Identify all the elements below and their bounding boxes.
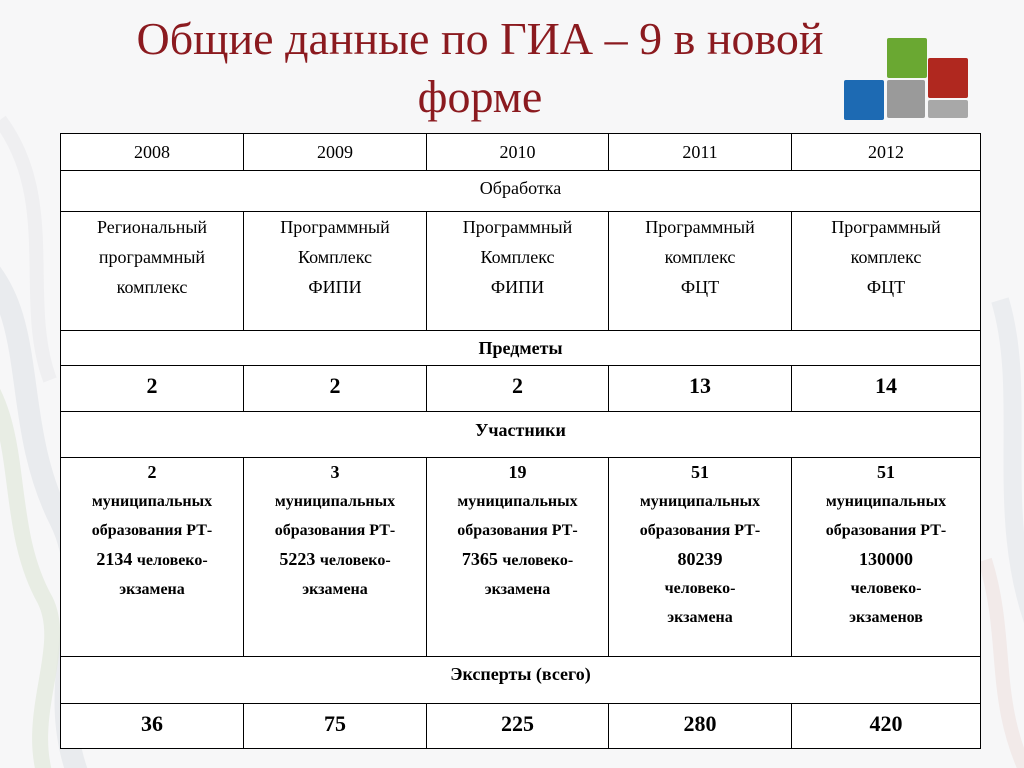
experts-row — [61, 704, 981, 749]
participants-count: 51 — [691, 462, 709, 482]
section-header-experts: Эксперты (всего) — [61, 657, 981, 704]
participants-cell — [609, 458, 792, 657]
participants-count: 3 — [330, 462, 340, 482]
experts-count-cell: 225 — [427, 704, 609, 749]
processing-line: ФЦТ — [680, 277, 720, 297]
participants-tail: человеко- — [502, 552, 574, 569]
years-row — [61, 134, 981, 171]
participants-line: экзамена — [667, 609, 733, 626]
processing-header-row — [61, 171, 981, 212]
slide-title: Общие данные по ГИА – 9 в новой форме — [136, 13, 824, 122]
experts-count-cell: 280 — [609, 704, 792, 749]
participants-line: муниципальных — [825, 493, 947, 510]
participants-line: человеко- — [664, 580, 736, 597]
participants-line: муниципальных — [457, 493, 578, 510]
experts-count-cell: 36 — [61, 704, 244, 749]
participants-line: муниципальных — [91, 493, 213, 510]
processing-line: комплекс — [850, 247, 922, 267]
section-header-subjects: Предметы — [61, 331, 981, 366]
participants-line: образования РТ- — [825, 522, 947, 539]
subjects-header-row — [61, 331, 981, 366]
processing-line: ФЦТ — [866, 277, 906, 297]
participants-tail: человеко- — [319, 552, 391, 569]
participants-people-number: 5223 — [279, 549, 316, 569]
participants-cell — [61, 458, 244, 657]
year-cell: 2008 — [61, 134, 244, 171]
participants-line: образования РТ- — [91, 522, 213, 539]
participants-line: экзамена — [302, 581, 368, 598]
processing-line: комплекс — [664, 247, 736, 267]
processing-line: комплекс — [116, 277, 188, 297]
processing-line: Комплекс — [297, 247, 373, 267]
participants-people — [61, 545, 243, 575]
participants-count: 51 — [877, 462, 895, 482]
year-cell: 2011 — [609, 134, 792, 171]
logo-squares-icon — [842, 36, 972, 126]
participants-line: муниципальных — [639, 493, 761, 510]
participants-cell — [244, 458, 427, 657]
participants-line: муниципальных — [274, 493, 396, 510]
participants-count: 19 — [508, 462, 527, 482]
participants-cell — [427, 458, 609, 657]
participants-people — [427, 545, 608, 575]
participants-people-number: 7365 — [461, 549, 498, 569]
experts-count-cell: 420 — [792, 704, 981, 749]
processing-line: Региональный — [96, 217, 208, 237]
processing-line: Программный — [462, 217, 573, 237]
processing-line: Комплекс — [480, 247, 555, 267]
processing-line: программный — [98, 247, 206, 267]
subjects-count-cell: 2 — [244, 366, 427, 412]
participants-header-row — [61, 412, 981, 458]
processing-line: ФИПИ — [308, 277, 362, 297]
processing-line: Программный — [645, 217, 755, 237]
processing-cell — [427, 212, 609, 331]
subjects-count-cell: 14 — [792, 366, 981, 412]
year-cell: 2009 — [244, 134, 427, 171]
processing-cell — [244, 212, 427, 331]
participants-line: человеко- — [850, 580, 922, 597]
participants-line: образования РТ- — [639, 522, 761, 539]
processing-cell — [792, 212, 981, 331]
participants-line: образования РТ- — [274, 522, 396, 539]
subjects-row — [61, 366, 981, 412]
processing-row — [61, 212, 981, 331]
participants-line: экзаменов — [849, 609, 923, 626]
participants-line: образования РТ- — [457, 522, 578, 539]
year-cell: 2010 — [427, 134, 609, 171]
processing-cell — [61, 212, 244, 331]
processing-line: Программный — [280, 217, 390, 237]
experts-count-cell: 75 — [244, 704, 427, 749]
experts-header-row — [61, 657, 981, 704]
participants-people-number: 2134 — [96, 549, 133, 569]
processing-line: Программный — [831, 217, 941, 237]
participants-cell — [792, 458, 981, 657]
processing-cell — [609, 212, 792, 331]
section-header-participants: Участники — [61, 412, 981, 458]
subjects-count-cell: 13 — [609, 366, 792, 412]
subjects-count-cell: 2 — [61, 366, 244, 412]
participants-people-number: 80239 — [677, 549, 723, 569]
participants-count: 2 — [147, 462, 157, 482]
section-header-processing: Обработка — [61, 171, 981, 212]
participants-line: экзамена — [484, 581, 551, 598]
participants-tail: человеко- — [136, 552, 208, 569]
participants-people-number: 130000 — [859, 549, 913, 569]
participants-people — [244, 545, 426, 575]
participants-line: экзамена — [119, 581, 185, 598]
year-cell: 2012 — [792, 134, 981, 171]
participants-row — [61, 458, 981, 657]
subjects-count-cell: 2 — [427, 366, 609, 412]
processing-line: ФИПИ — [490, 277, 545, 297]
gia-data-table — [60, 133, 981, 749]
